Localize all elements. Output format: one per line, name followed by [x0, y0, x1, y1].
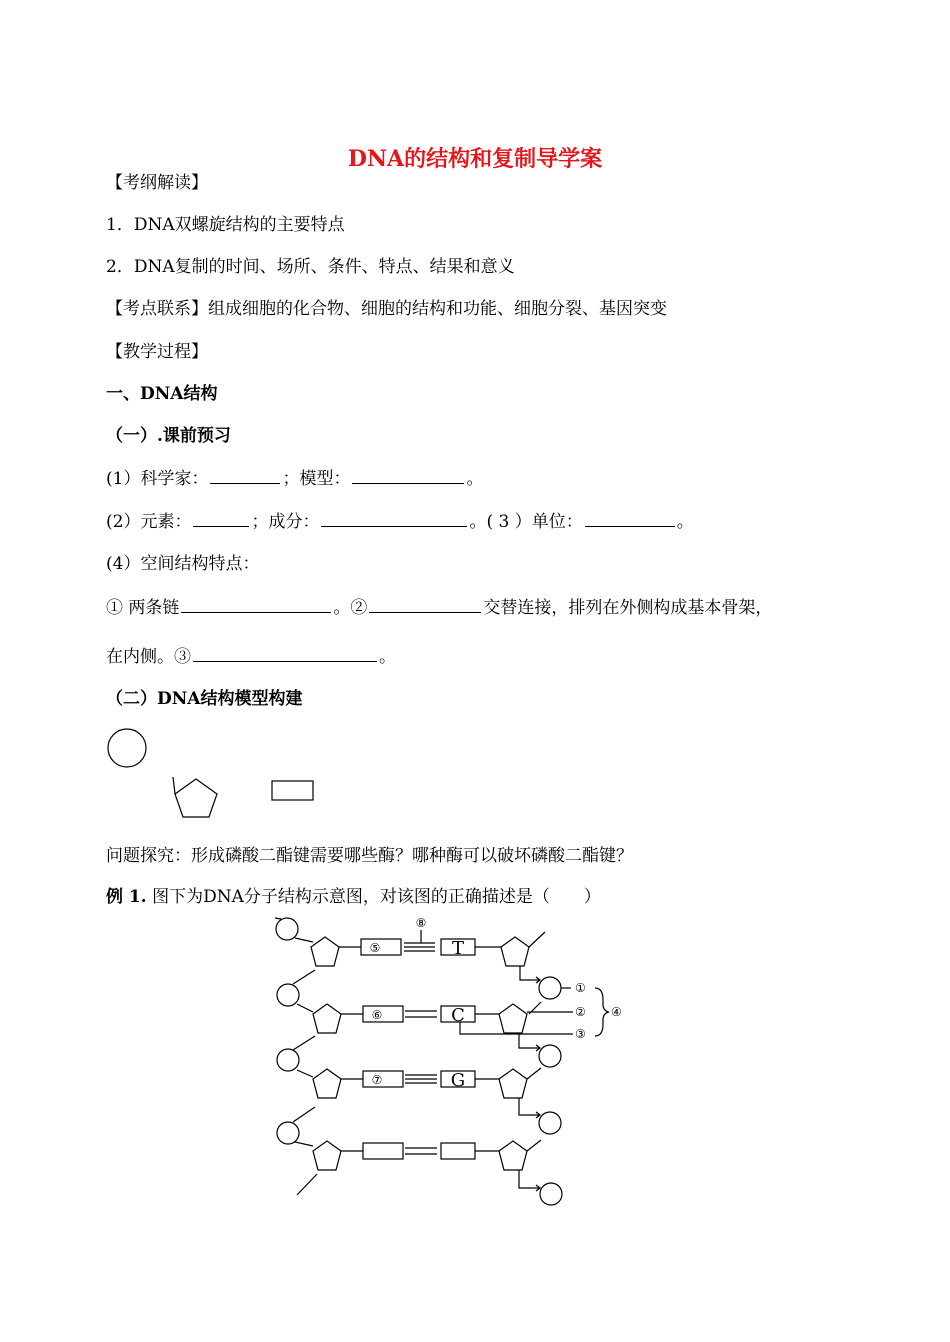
question-4-line: (4）空间结构特点： — [106, 554, 260, 574]
base-unlabeled-left — [363, 1143, 403, 1159]
right-phosphate-4 — [540, 1183, 562, 1205]
base-G-letter: G — [450, 1070, 466, 1091]
element-blank[interactable] — [193, 510, 249, 527]
base-5 — [361, 939, 401, 955]
q1-label: (1）科学家： — [106, 469, 209, 489]
base-C-letter: C — [451, 1005, 465, 1026]
page-title: DNA的结构和复制导学案 — [347, 146, 603, 172]
kaodian-line: 【考点联系】组成细胞的化合物、细胞的结构和功能、细胞分裂、基因突变 — [106, 299, 667, 319]
q2-label: (2）元素： — [106, 512, 192, 532]
label-7: ⑦ — [371, 1073, 383, 1087]
base-T-letter: T — [451, 938, 465, 959]
model-blank[interactable] — [352, 467, 464, 484]
label-6: ⑥ — [371, 1008, 383, 1022]
right-sugar-3 — [499, 1069, 527, 1098]
subsection-2-heading: （二）DNA结构模型构建 — [106, 689, 303, 709]
label-5: ⑤ — [369, 941, 381, 955]
kaogang-item-1: 1．DNA双螺旋结构的主要特点 — [106, 215, 345, 235]
example-1-line: 例 1. 图下为DNA分子结构示意图，对该图的正确描述是（ ） — [106, 887, 601, 907]
right-sugar-2 — [499, 1004, 527, 1033]
label-1: ① — [575, 981, 586, 995]
unit-blank[interactable] — [585, 510, 675, 527]
q1-model-label: ；模型： — [282, 469, 351, 489]
label-3: ③ — [575, 1027, 586, 1041]
label-2: ② — [575, 1005, 586, 1019]
left-sugar-2 — [313, 1004, 341, 1033]
right-sugar-1 — [501, 937, 529, 966]
question-explore: 问题探究：形成磷酸二酯键需要哪些酶？哪种酶可以破坏磷酸二酯键？ — [106, 846, 633, 866]
subsection-1-heading: （一）.课前预习 — [106, 426, 231, 446]
right-sugar-4 — [499, 1141, 527, 1170]
base-7 — [363, 1071, 403, 1087]
question-1-line: (1）科学家： ；模型： 。 — [106, 469, 484, 489]
jiaoxue-header: 【教学过程】 — [106, 342, 208, 362]
kaogang-header: 【考纲解读】 — [106, 173, 208, 193]
left-sugar-3 — [313, 1069, 341, 1098]
right-phosphate-2 — [539, 1045, 561, 1067]
composition-blank[interactable] — [321, 510, 467, 527]
chains-blank[interactable] — [181, 596, 331, 613]
left-sugar-1 — [311, 937, 339, 966]
feature-line-2: 在内侧。③ 。 — [106, 647, 396, 667]
left-phosphate-1 — [276, 918, 298, 940]
right-phosphate-3 — [539, 1112, 561, 1134]
right-phosphate-1 — [539, 977, 561, 999]
left-phosphate-3 — [277, 1049, 299, 1071]
left-phosphate-4 — [277, 1122, 299, 1144]
feature-line-1: ① 两条链 。② 交替连接，排列在外侧构成基本骨架， — [106, 598, 773, 618]
left-phosphate-2 — [277, 984, 299, 1006]
scientist-blank[interactable] — [210, 467, 280, 484]
label-8: ⑧ — [415, 916, 427, 930]
backbone-blank[interactable] — [369, 596, 481, 613]
section-1-heading: 一、DNA结构 — [106, 384, 218, 404]
model-shapes — [100, 725, 330, 825]
base-6 — [363, 1006, 403, 1022]
phosphate-circle-shape — [108, 729, 146, 767]
kaogang-item-2: 2．DNA复制的时间、场所、条件、特点、结果和意义 — [106, 257, 515, 277]
dna-structure-diagram — [265, 912, 645, 1212]
question-2-line: (2）元素： ；成分： 。( 3 ）单位： 。 — [106, 512, 694, 532]
label-4: ④ — [611, 1005, 622, 1019]
base-unlabeled-right — [441, 1143, 475, 1159]
pentose-pentagon-shape — [173, 777, 217, 817]
pairing-blank[interactable] — [193, 645, 377, 662]
left-sugar-4 — [313, 1141, 341, 1170]
base-rectangle-shape — [272, 781, 313, 800]
